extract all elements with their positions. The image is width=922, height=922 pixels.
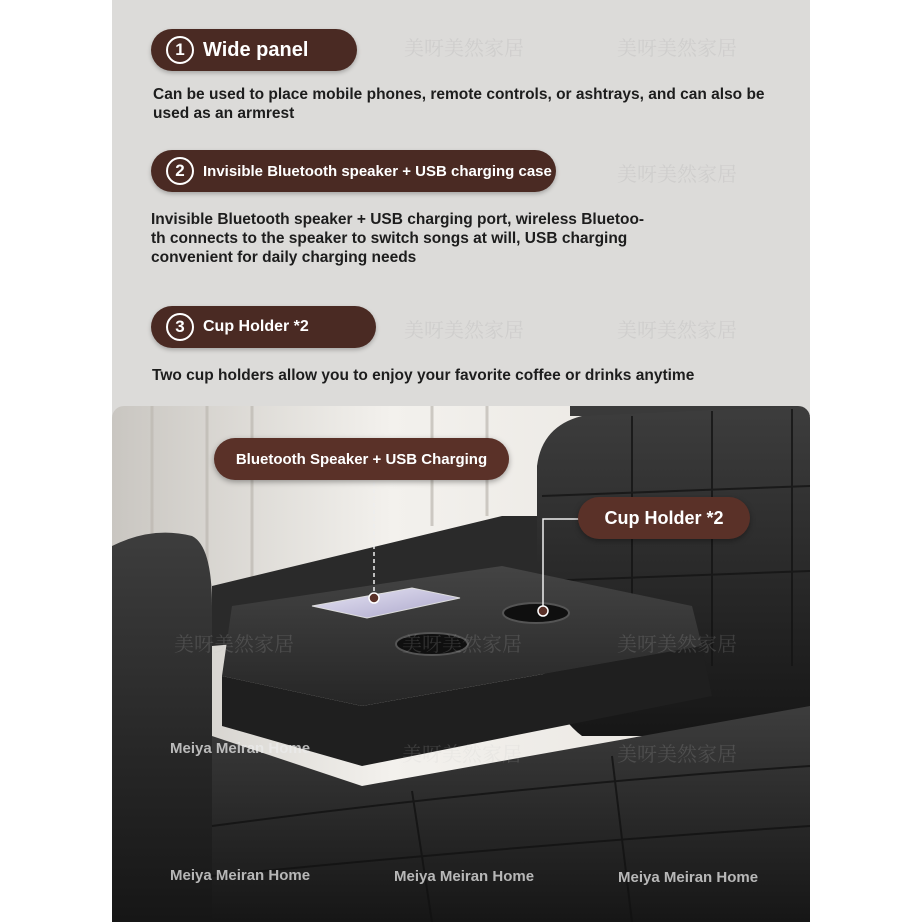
watermark-cn: 美呀美然家居: [404, 320, 524, 342]
watermark-cn: 美呀美然家居: [617, 744, 737, 766]
watermark-en: Meiya Meiran Home: [170, 740, 311, 757]
number-2-icon: 2: [166, 157, 194, 185]
feature-2-description: [151, 210, 711, 267]
product-feature-panel: [112, 0, 810, 922]
watermark-en: Meiya Meiran Home: [618, 869, 759, 886]
sofa-illustration: [112, 406, 810, 922]
feature-3-badge: [151, 306, 376, 348]
feature-1-description: Can be used to place mobile phones, remote controls, or ashtrays, and can also be used as an armrest: [153, 86, 765, 122]
feature-2-description-line: convenient for daily charging needs: [151, 249, 417, 266]
number-1-icon: 1: [166, 36, 194, 64]
feature-1-badge: [151, 29, 357, 71]
number-3-icon: 3: [166, 313, 194, 341]
feature-3-title: Cup Holder *2: [203, 318, 309, 335]
product-photo: [112, 406, 810, 922]
feature-1-title: Wide panel: [203, 38, 309, 61]
watermark-en: Meiya Meiran Home: [394, 868, 535, 885]
speaker-callout: Bluetooth Speaker + USB Charging: [214, 438, 509, 480]
watermark-cn: 美呀美然家居: [174, 634, 294, 656]
watermark-en: Meiya Meiran Home: [170, 867, 311, 884]
watermark-cn: 美呀美然家居: [617, 38, 737, 60]
watermark-cn: 美呀美然家居: [617, 634, 737, 656]
cup-holder-callout: Cup Holder *2: [578, 497, 750, 539]
feature-3-description: Two cup holders allow you to enjoy your favorite coffee or drinks anytime: [152, 367, 695, 384]
watermark-cn: 美呀美然家居: [404, 38, 524, 60]
feature-2-description-line: th connects to the speaker to switch songs at will, USB charging: [151, 230, 628, 247]
watermark-cn: 美呀美然家居: [402, 634, 522, 656]
feature-2-description-line: Invisible Bluetooth speaker + USB charging port, wireless Bluetoo-: [151, 211, 645, 228]
watermark-cn: 美呀美然家居: [617, 164, 737, 186]
feature-2-title: Invisible Bluetooth speaker + USB charging case: [203, 162, 552, 180]
watermark-cn: 美呀美然家居: [617, 320, 737, 342]
watermark-cn: 美呀美然家居: [402, 744, 522, 766]
feature-2-badge: [151, 150, 556, 192]
